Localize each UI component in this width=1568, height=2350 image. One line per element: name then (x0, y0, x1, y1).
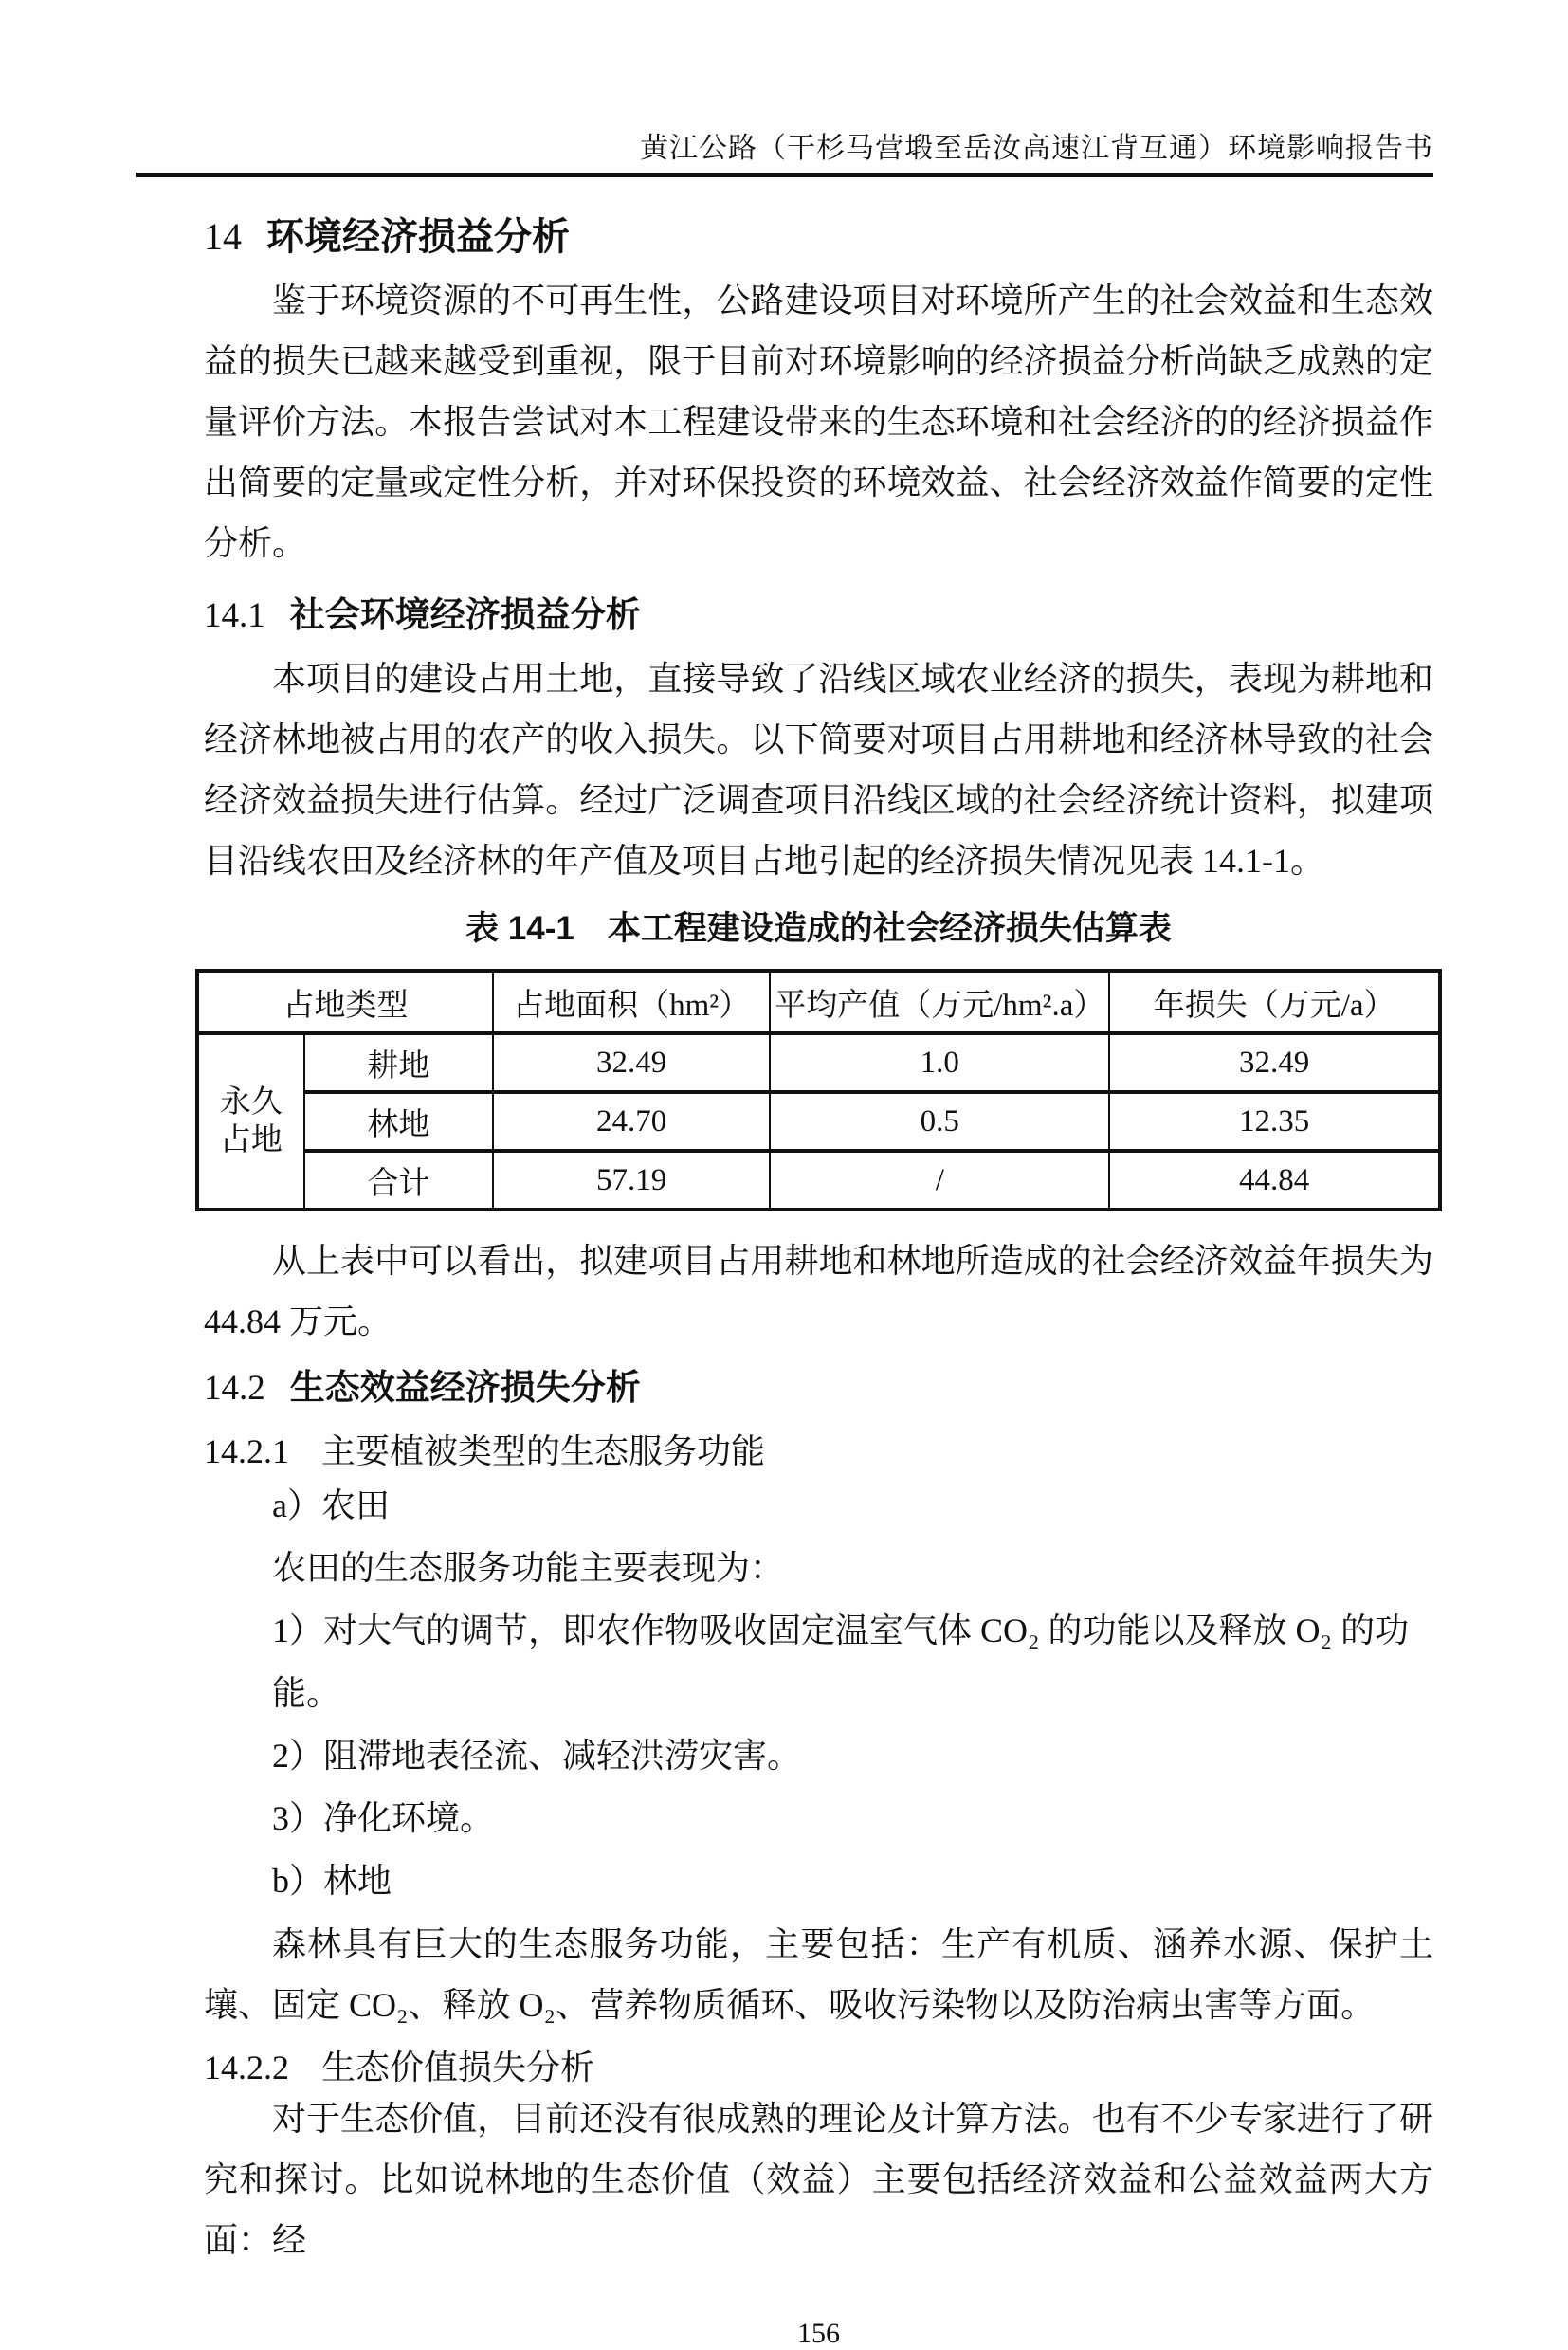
col-header-area: 占地面积（hm²） (493, 971, 770, 1033)
loss-estimate-table (195, 969, 1442, 1211)
page-number: 156 (797, 2318, 840, 2349)
section-heading-14-2-1 (204, 1432, 1433, 1470)
heading-number: 14 (204, 215, 242, 258)
table-row-total (197, 1151, 1440, 1210)
report-header-title: 黄江公路（干杉马营塅至岳汝高速江背互通）环境影响报告书 (640, 133, 1433, 164)
col-header-annual-loss: 年损失（万元/a） (1109, 971, 1440, 1033)
list-intro-farmland-functions: 农田的生态服务功能主要表现为： (272, 1549, 785, 1587)
cell-type: 合计 (304, 1151, 493, 1210)
paragraph-after-table: 从上表中可以看出，拟建项目占用耕地和林地所造成的社会经济效益年损失为 44.84 万元。 (204, 1242, 1433, 1340)
cell-loss: 12.35 (1109, 1092, 1440, 1151)
paragraph-eco-value: 对于生态价值，目前还没有很成熟的理论及计算方法。也有不少专家进行了研究和探讨。比如说林地的生态价值（效益）主要包括经济效益和公益效益两大方面：经 (204, 2100, 1433, 2259)
heading-text: 主要植被类型的生态服务功能 (321, 1432, 766, 1470)
cell-yield: 1.0 (770, 1033, 1109, 1092)
cell-yield: 0.5 (770, 1092, 1109, 1151)
table-row-cropland (197, 1033, 1440, 1092)
page-content (204, 0, 1433, 2350)
section-heading-14-2 (204, 1369, 1433, 1408)
cell-area: 32.49 (493, 1033, 770, 1092)
table-header-row (197, 971, 1440, 1033)
cell-area: 24.70 (493, 1092, 770, 1151)
section-heading-14-1 (204, 596, 1433, 635)
paragraph-forest-functions: 森林具有巨大的生态服务功能，主要包括：生产有机质、涵养水源、保护土壤、固定 CO₂、释放 O₂、营养物质循环、吸收污染物以及防治病虫害等方面。 (204, 1925, 1433, 2024)
cell-loss: 44.84 (1109, 1151, 1440, 1210)
list-item-3-purify: 3）净化环境。 (272, 1799, 495, 1837)
table-row-forest (197, 1092, 1440, 1151)
list-item-2-runoff: 2）阻滞地表径流、减轻洪涝灾害。 (272, 1737, 802, 1775)
section-heading-14 (204, 217, 1433, 257)
list-item-a-farmland: a）农田 (272, 1486, 390, 1524)
heading-number: 14.2.1 (204, 1432, 289, 1470)
list-item-1-atmosphere: 1）对大气的调节，即农作物吸收固定温室气体 CO₂ 的功能以及释放 O₂ 的功能。 (272, 1612, 1410, 1712)
heading-text: 环境经济损益分析 (266, 216, 570, 258)
heading-text: 生态效益经济损失分析 (289, 1368, 641, 1407)
section-heading-14-2-2 (204, 2049, 1433, 2086)
paragraph-social-loss: 本项目的建设占用土地，直接导致了沿线区域农业经济的损失，表现为耕地和经济林地被占用的农产的收入损失。以下简要对项目占用耕地和经济林导致的社会经济效益损失进行估算。经过广泛调查项目沿线区域的社会经济统计资料，拟建项目沿线农田及经济林的年产值及项目占地引起的经济损失情况见表 14.1-1。 (204, 660, 1433, 880)
row-group-label: 永久占地 (219, 1085, 283, 1157)
heading-text: 社会环境经济损益分析 (289, 595, 641, 634)
cell-yield: / (770, 1151, 1109, 1210)
paragraph-intro: 鉴于环境资源的不可再生性，公路建设项目对环境所产生的社会效益和生态效益的损失已越来越受到重视，限于目前对环境影响的经济损益分析尚缺乏成熟的定量评价方法。本报告尝试对本工程建设带来的生态环境和社会经济的的经济损益作出简要的定量或定性分析，并对环保投资的环境效益、社会经济效益作简要的定性分析。 (204, 282, 1433, 562)
list-item-b-forest: b）林地 (272, 1862, 392, 1900)
row-group-permanent-occupation (197, 1033, 304, 1210)
table-title: 表 14-1 本工程建设造成的社会经济损失估算表 (465, 910, 1172, 947)
cell-area: 57.19 (493, 1151, 770, 1210)
col-header-land-type: 占地类型 (197, 971, 493, 1033)
heading-number: 14.1 (204, 596, 265, 635)
heading-text: 生态价值损失分析 (321, 2049, 595, 2086)
heading-number: 14.2 (204, 1369, 265, 1408)
cell-type: 林地 (304, 1092, 493, 1151)
header-rule (136, 173, 1433, 177)
cell-loss: 32.49 (1109, 1033, 1440, 1092)
col-header-yield: 平均产值（万元/hm².a） (770, 971, 1109, 1033)
heading-number: 14.2.2 (204, 2049, 289, 2086)
cell-type: 耕地 (304, 1033, 493, 1092)
